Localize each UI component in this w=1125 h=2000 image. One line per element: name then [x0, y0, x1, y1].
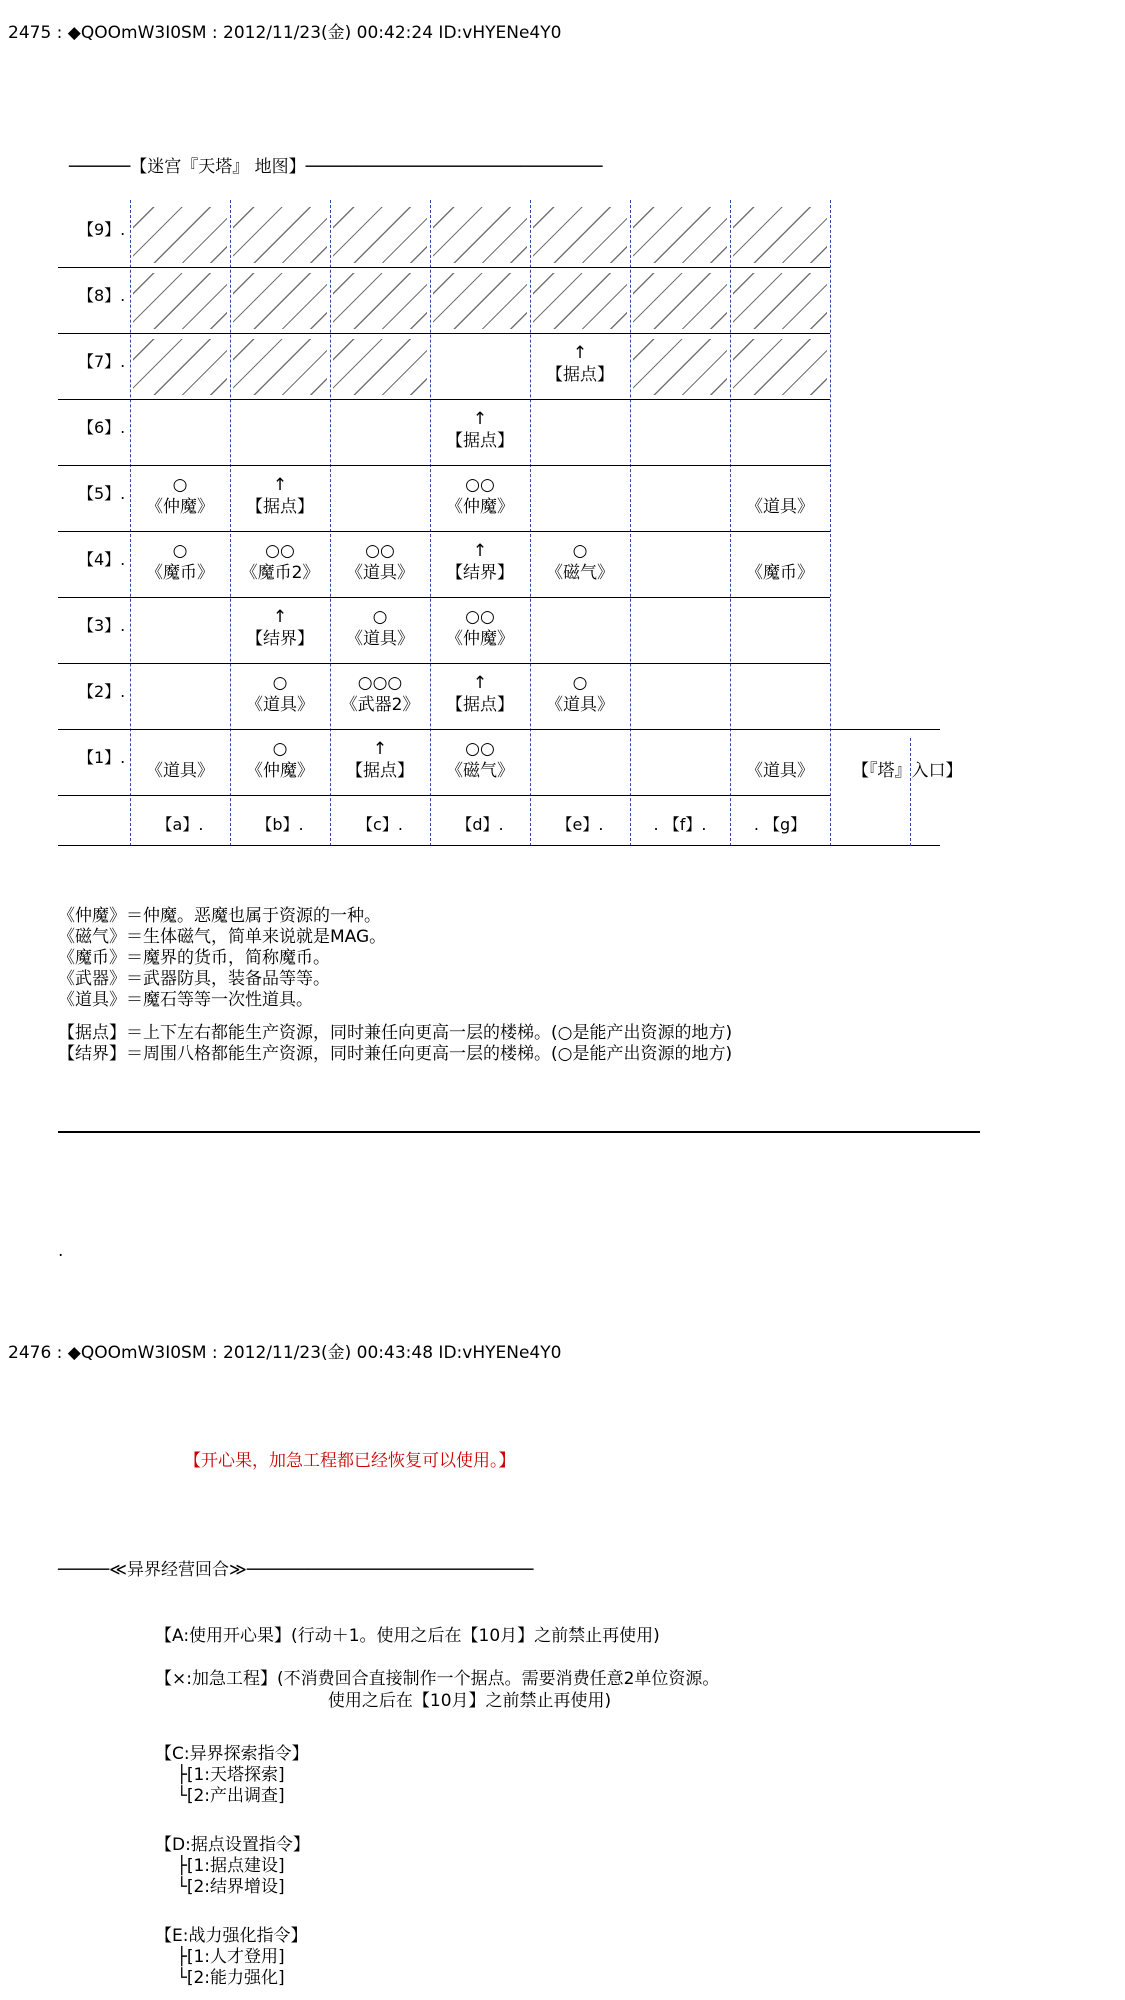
map-cell — [730, 532, 830, 598]
map-title-text: ──────【迷宫『天塔』 地图】───────────────────────────── — [68, 157, 603, 177]
cell-label — [530, 760, 630, 782]
map-cell — [730, 268, 830, 334]
map-cell — [130, 202, 230, 268]
map-cell — [730, 730, 830, 796]
column-label: . 【g】 — [753, 815, 807, 834]
map-cell — [430, 202, 530, 268]
map-cell — [130, 268, 230, 334]
cell-label: 《魔币2》 — [240, 563, 320, 583]
command-x: 【×:加急工程】(不消费回合直接制作一个据点。需要消费任意2单位资源。 — [155, 1669, 720, 1689]
cell-label: 《道具》 — [546, 695, 614, 715]
cell-symbol — [730, 400, 830, 430]
cell-symbol — [530, 730, 630, 760]
section-title: ─────≪异界经营回合≫──────────────────────────── — [58, 1560, 534, 1580]
map-cell — [430, 532, 530, 598]
legend-item: 《道具》＝魔石等等一次性道具。 — [58, 990, 313, 1010]
cell-symbol: ○ — [572, 673, 588, 693]
column-label: 【e】. — [556, 815, 604, 834]
map-cell — [530, 664, 630, 730]
command-c-2: └[2:产出调查] — [155, 1786, 285, 1806]
map-cell — [530, 532, 630, 598]
cell-label — [630, 694, 730, 716]
map-cell — [730, 466, 830, 532]
map-cell — [430, 466, 530, 532]
post-header-2476: 2476 : ◆QOOmW3I0SM : 2012/11/23(金) 00:43:48 ID:vHYENe4Y0 — [8, 1343, 562, 1363]
map-cell — [330, 334, 430, 400]
map-cell — [630, 466, 730, 532]
row-label: 【2】. — [78, 682, 126, 701]
blocked-hatch — [733, 273, 827, 329]
blocked-hatch — [233, 207, 327, 263]
map-cell — [230, 466, 330, 532]
cell-label — [430, 364, 530, 386]
cell-symbol: ○○ — [465, 475, 495, 495]
cell-label — [130, 628, 230, 650]
blocked-hatch — [733, 339, 827, 395]
cell-label — [130, 430, 230, 452]
map-cell — [130, 400, 230, 466]
legend-item: 《仲魔》＝仲魔。恶魔也属于资源的一种。 — [58, 906, 381, 926]
row-label: 【6】. — [78, 418, 126, 437]
map-cell — [330, 202, 430, 268]
cell-symbol — [630, 730, 730, 760]
cell-label: 《仲魔》 — [246, 761, 314, 781]
map-cell — [230, 598, 330, 664]
cell-symbol: ○○ — [265, 541, 295, 561]
cell-label: 《道具》 — [346, 629, 414, 649]
map-cell — [630, 598, 730, 664]
cell-symbol — [730, 466, 830, 496]
blocked-hatch — [133, 273, 227, 329]
cell-symbol — [530, 466, 630, 496]
map-cell — [230, 664, 330, 730]
map-cell — [730, 400, 830, 466]
map-cell — [330, 598, 430, 664]
blocked-hatch — [633, 273, 727, 329]
command-c-1: ├[1:天塔探索] — [155, 1765, 285, 1785]
cell-label: 《磁气》 — [546, 563, 614, 583]
cell-label — [230, 430, 330, 452]
column-label: 【d】. — [456, 815, 504, 834]
map-cell — [230, 730, 330, 796]
cell-label: 《仲魔》 — [446, 497, 514, 517]
map-cell — [430, 598, 530, 664]
map-title — [58, 134, 602, 178]
grid-hline — [58, 845, 940, 846]
row-label: 【9】. — [78, 220, 126, 239]
cell-label: 《魔币》 — [146, 563, 214, 583]
map-cell — [730, 202, 830, 268]
map-cell — [230, 334, 330, 400]
cell-symbol: ○ — [172, 475, 188, 495]
cell-label — [530, 430, 630, 452]
post-header-2475: 2475 : ◆QOOmW3I0SM : 2012/11/23(金) 00:42:24 ID:vHYENe4Y0 — [8, 23, 562, 43]
cell-label: 【结界】 — [446, 563, 514, 583]
legend-item: 【结界】＝周围八格都能生产资源，同时兼任向更高一层的楼梯。(○是能产出资源的地方) — [58, 1044, 733, 1064]
map-cell — [530, 598, 630, 664]
legend-item: 《磁气》＝生体磁气，简单来说就是MAG。 — [58, 927, 387, 947]
map-cell — [330, 466, 430, 532]
map-cell — [530, 334, 630, 400]
column-label: 【b】. — [256, 815, 304, 834]
cell-label — [330, 430, 430, 452]
map-cell — [530, 730, 630, 796]
blocked-hatch — [533, 207, 627, 263]
legend-item: 【据点】＝上下左右都能生产资源，同时兼任向更高一层的楼梯。(○是能产出资源的地方) — [58, 1023, 733, 1043]
blocked-hatch — [333, 207, 427, 263]
command-d-1: ├[1:据点建设] — [155, 1856, 285, 1876]
grid-hline — [830, 729, 940, 730]
map-cell — [330, 532, 430, 598]
map-cell — [430, 334, 530, 400]
row-label: 【5】. — [78, 484, 126, 503]
entrance-label: 【『塔』入口】 — [852, 761, 963, 781]
cell-label: 【据点】 — [446, 695, 514, 715]
cell-symbol — [430, 334, 530, 364]
cell-symbol — [730, 598, 830, 628]
cell-label: 《道具》 — [146, 761, 214, 781]
blocked-hatch — [133, 207, 227, 263]
blocked-hatch — [633, 207, 727, 263]
cell-symbol — [630, 466, 730, 496]
row-label: 【4】. — [78, 550, 126, 569]
map-cell — [330, 400, 430, 466]
blocked-hatch — [733, 207, 827, 263]
map-cell — [630, 268, 730, 334]
map-cell — [730, 598, 830, 664]
cell-label — [330, 496, 430, 518]
cell-symbol — [530, 598, 630, 628]
cell-label — [630, 760, 730, 782]
map-cell — [130, 598, 230, 664]
map-cell — [630, 730, 730, 796]
cell-label: 【据点】 — [246, 497, 314, 517]
map-cell — [430, 268, 530, 334]
cell-symbol — [330, 466, 430, 496]
cell-label: 《武器2》 — [340, 695, 420, 715]
map-cell — [230, 400, 330, 466]
cell-label: 《道具》 — [746, 497, 814, 517]
cell-symbol: ○ — [172, 541, 188, 561]
blocked-hatch — [233, 339, 327, 395]
cell-symbol: ○○ — [465, 739, 495, 759]
divider — [58, 1131, 980, 1133]
row-label: 【1】. — [78, 748, 126, 767]
cell-symbol — [630, 598, 730, 628]
map-cell — [730, 334, 830, 400]
cell-label — [630, 562, 730, 584]
legend-item: 《魔币》＝魔界的货币，简称魔币。 — [58, 948, 330, 968]
map-cell — [530, 268, 630, 334]
cell-label: 【结界】 — [246, 629, 314, 649]
cell-symbol: ↑ — [372, 739, 388, 759]
cell-label — [630, 496, 730, 518]
blocked-hatch — [233, 273, 327, 329]
cell-symbol: ○ — [272, 673, 288, 693]
row-label: 【3】. — [78, 616, 126, 635]
command-e-1: ├[1:人才登用] — [155, 1947, 285, 1967]
cell-symbol: ↑ — [272, 607, 288, 627]
map-cell — [530, 400, 630, 466]
cell-symbol: ○○○ — [357, 673, 403, 693]
map-cell — [430, 730, 530, 796]
cell-symbol: ○ — [572, 541, 588, 561]
blocked-hatch — [433, 273, 527, 329]
map-cell — [230, 268, 330, 334]
cell-label: 【据点】 — [546, 365, 614, 385]
cell-symbol: ↑ — [272, 475, 288, 495]
map-cell — [430, 664, 530, 730]
map-cell — [130, 730, 230, 796]
map-cell — [130, 466, 230, 532]
cell-label: 《磁气》 — [446, 761, 514, 781]
cell-symbol — [730, 532, 830, 562]
command-c: 【C:异界探索指令】 — [155, 1744, 309, 1764]
cell-label: 《魔币》 — [746, 563, 814, 583]
cell-label — [530, 628, 630, 650]
column-label: 【a】. — [156, 815, 204, 834]
cell-label: 【据点】 — [346, 761, 414, 781]
blocked-hatch — [133, 339, 227, 395]
cell-symbol — [230, 400, 330, 430]
cell-symbol — [130, 664, 230, 694]
cell-symbol: ○○ — [465, 607, 495, 627]
cell-label: 《道具》 — [346, 563, 414, 583]
row-label: 【7】. — [78, 352, 126, 371]
cell-label: 《仲魔》 — [446, 629, 514, 649]
column-label: . 【f】. — [653, 815, 707, 834]
blocked-hatch — [333, 273, 427, 329]
notice-red: 【开心果，加急工程都已经恢复可以使用。】 — [184, 1451, 516, 1471]
cell-label — [130, 694, 230, 716]
cell-symbol — [330, 400, 430, 430]
cell-label — [730, 628, 830, 650]
map-cell — [130, 532, 230, 598]
cell-label: 《仲魔》 — [146, 497, 214, 517]
cell-symbol: ○○ — [365, 541, 395, 561]
cell-label — [630, 430, 730, 452]
command-d-2: └[2:结界增设] — [155, 1877, 285, 1897]
map-cell — [430, 400, 530, 466]
cell-symbol: ↑ — [472, 673, 488, 693]
map-cell — [130, 334, 230, 400]
cell-symbol: ↑ — [472, 409, 488, 429]
map-cell — [130, 664, 230, 730]
blocked-hatch — [633, 339, 727, 395]
cell-symbol: ○ — [272, 739, 288, 759]
cell-symbol — [630, 532, 730, 562]
cell-symbol — [530, 400, 630, 430]
cell-symbol — [730, 730, 830, 760]
cell-label: 《道具》 — [746, 761, 814, 781]
cell-label: 【据点】 — [446, 431, 514, 451]
command-x-cont: 使用之后在【10月】之前禁止再使用) — [155, 1691, 612, 1711]
blocked-hatch — [433, 207, 527, 263]
stray-dot: . — [58, 1241, 64, 1261]
command-e-2: └[2:能力强化] — [155, 1968, 285, 1988]
map-cell — [630, 664, 730, 730]
grid-vline — [910, 738, 911, 846]
cell-label — [630, 628, 730, 650]
row-label: 【8】. — [78, 286, 126, 305]
map-cell — [230, 532, 330, 598]
grid-vline — [830, 200, 831, 846]
map-cell — [530, 202, 630, 268]
cell-symbol — [630, 664, 730, 694]
map-cell — [330, 664, 430, 730]
map-cell — [730, 664, 830, 730]
cell-label: 《道具》 — [246, 695, 314, 715]
command-d: 【D:据点设置指令】 — [155, 1835, 310, 1855]
blocked-hatch — [533, 273, 627, 329]
blocked-hatch — [333, 339, 427, 395]
map-cell — [530, 466, 630, 532]
map-cell — [230, 202, 330, 268]
cell-symbol — [130, 730, 230, 760]
cell-label — [730, 694, 830, 716]
command-e: 【E:战力强化指令】 — [155, 1926, 308, 1946]
map-cell — [330, 730, 430, 796]
cell-symbol — [730, 664, 830, 694]
map-cell — [630, 334, 730, 400]
cell-label — [530, 496, 630, 518]
map-cell — [630, 202, 730, 268]
cell-symbol: ↑ — [572, 343, 588, 363]
legend-item: 《武器》＝武器防具，装备品等等。 — [58, 969, 330, 989]
map-cell — [630, 532, 730, 598]
column-label: 【c】. — [357, 815, 403, 834]
cell-symbol — [630, 400, 730, 430]
map-cell — [630, 400, 730, 466]
map-cell — [330, 268, 430, 334]
cell-symbol — [130, 400, 230, 430]
cell-symbol — [130, 598, 230, 628]
cell-symbol: ↑ — [472, 541, 488, 561]
command-a: 【A:使用开心果】(行动＋1。使用之后在【10月】之前禁止再使用) — [155, 1626, 660, 1646]
cell-label — [730, 430, 830, 452]
cell-symbol: ○ — [372, 607, 388, 627]
